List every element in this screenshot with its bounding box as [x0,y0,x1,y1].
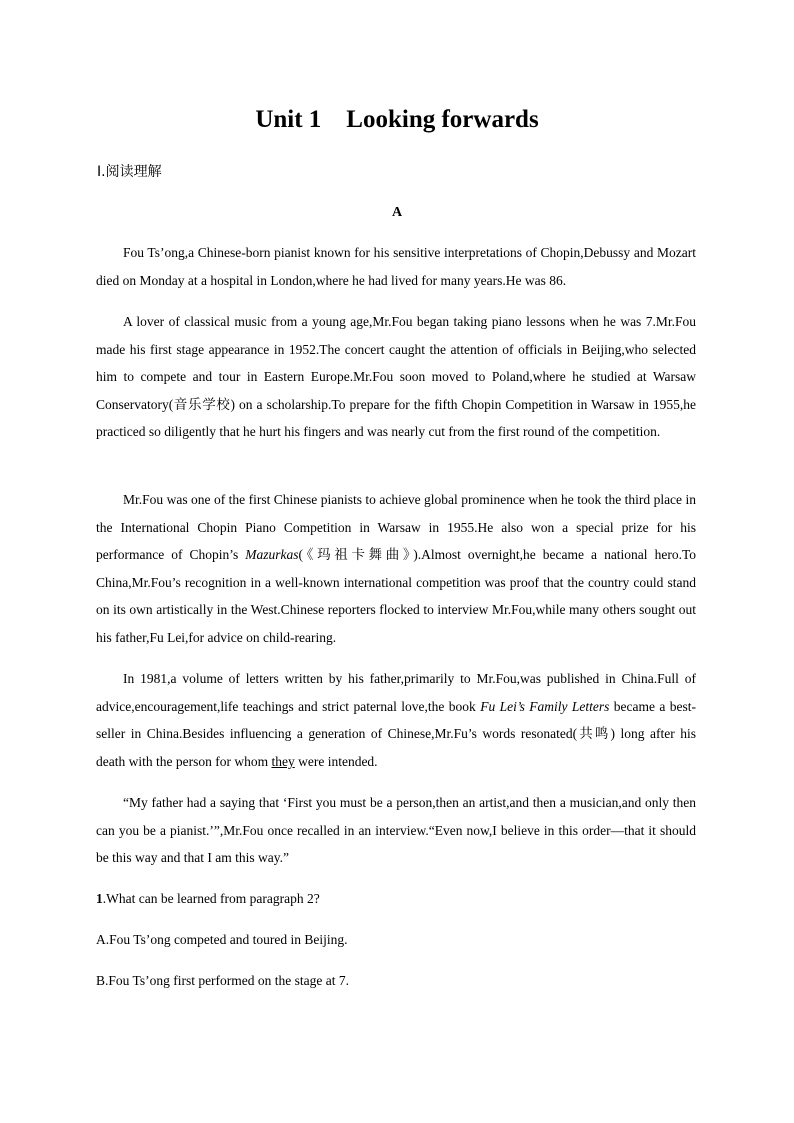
question-number: 1 [96,891,103,906]
underlined-word: they [271,753,295,769]
question-1-stem [96,889,696,909]
page-title: Unit 1 Looking forwards [255,106,539,133]
question-1-option-a: A.Fou Ts’ong competed and toured in Beijing. [96,932,348,947]
passage-paragraph-3 [96,486,696,652]
paragraph-4-text-b: became a best-seller in China.Besides influencing a generation of Chinese,Mr.Fu’s words resonated(共鸣) long after his death with the person for whom [96,698,696,769]
passage-paragraph-1: Fou Ts’ong,a Chinese-born pianist known for his sensitive interpretations of Chopin,Debussy and Mozart died on Monday at a hospital in London,where he had lived for many years.He was 86. [96,245,696,288]
paragraph-4-text-a: In 1981,a volume of letters written by his father,primarily to Mr.Fou,was published in China.Full of advice,encouragement,life teachings and strict paternal love,the book [96,671,696,714]
paragraph-4-text-c: were intended. [294,753,378,769]
question-1-option-b: B.Fou Ts’ong first performed on the stage at 7. [96,973,350,988]
passage-paragraph-5: “My father had a saying that ‘First you must be a person,then an artist,and then a musician,and only then can you be a pianist.’”,Mr.Fou once recalled in an interview.“Even now,I believe in this order—that it should be this way and that I am this way.” [96,795,696,866]
section-heading: Ⅰ.阅读理解 [97,164,162,180]
paragraph-3-text-b: (《玛祖卡舞曲》).Almost overnight,he became a national hero.To China,Mr.Fou’s recognition in a well-known international competition was proof that the country could stand on its own artistically in the West.Chinese reporters flocked to interview Mr.Fou,while many others sought out his father,Fu Lei,for advice on child-rearing. [96,547,696,645]
paragraph-3-italic: Mazurkas [245,547,299,563]
paragraph-4-book-title: Fu Lei’s Family Letters [480,698,610,714]
passage-paragraph-2: A lover of classical music from a young age,Mr.Fou began taking piano lessons when he was 7.Mr.Fou made his first stage appearance in 1952.The concert caught the attention of officials in Beijing,who selected him to compete and tour in Eastern Europe.Mr.Fou soon moved to Poland,where he studied at Warsaw Conservatory(音乐学校) on a scholarship.To prepare for the fifth Chopin Competition in Warsaw in 1955,he practiced so diligently that he hurt his fingers and was nearly cut from the first round of the competition. [96,314,696,440]
passage-label: A [391,205,403,220]
passage-paragraph-4 [96,665,696,775]
paragraph-3-text-a: Mr.Fou was one of the first Chinese pianists to achieve global prominence when he took the third place in the International Chopin Piano Competition in Warsaw in 1955.He also won a special prize for his performance of Chopin’s [96,492,696,563]
question-stem-text: .What can be learned from paragraph 2? [102,891,320,906]
